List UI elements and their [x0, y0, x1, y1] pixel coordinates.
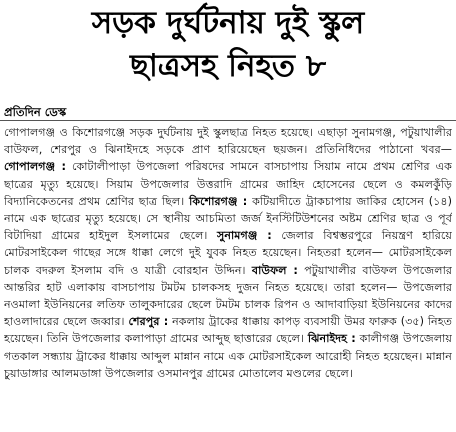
dateline-bauphal: বাউফল :: [251, 263, 298, 277]
intro-text: গোপালগঞ্জ ও কিশোরগঞ্জে সড়ক দুর্ঘটনায় দুই স্কুলছাত্র নিহত হয়েছে। এছাড়া সুনামগঞ্জ, পটুয়াখালীর বাউফল, শেরপুর ও ঝিনাইদহে সড়কে প্রাণ হারিয়েছেন ছয়জন। প্রতিনিধিদের পাঠানো খবর—: [4, 126, 452, 157]
headline: [0, 2, 456, 88]
article-body: [4, 124, 452, 430]
gopalganj-text: কোটালীপাড়া উপজেলা পরিষদের সামনে বাসচাপায় সিয়াম নামে প্রথম শ্রেণির এক ছাত্রের মৃত্যু হয়েছে। সিয়াম উপজেলার উত্তরাদি গ্রামের জাহিদ হোসেনের ছেলে ও কমলকুঁড়ি বিদ্যানিকেতনের প্রথম শ্রেণির ছাত্র ছিল।: [4, 160, 452, 208]
headline-line-1: সড়ক দুর্ঘটনায় দুই স্কুল: [91, 5, 365, 41]
dateline-gopalganj: গোপালগঞ্জ :: [4, 160, 66, 174]
dateline-sunamganj: সুনামগঞ্জ :: [216, 229, 272, 243]
dateline-kishoreganj: কিশোরগঞ্জ :: [189, 194, 248, 208]
byline: প্রতিদিন ডেস্ক: [4, 105, 67, 119]
sherpur-text: নকলায় ট্রাকের ধাক্কায় কাপড় ব্যবসায়ী উমর ফারুক (৩৫) নিহত হয়েছেন। তিনি উপজেলার কলাপাড়া গ্রামের আব্দুছ ছাত্তারের ছেলে।: [4, 315, 452, 346]
dateline-sherpur: শেরপুর :: [128, 315, 169, 329]
headline-line-2: ছাত্রসহ নিহত ৮: [130, 48, 326, 84]
kishoreganj-text: কটিয়াদীতে ট্রাকচাপায় জাকির হোসেন (১৪) নামে এক ছাত্রের মৃত্যু হয়েছে। সে স্থানীয় আচমিতা জর্জ ইনস্টিটিউশনের অষ্টম শ্রেণির ছাত্র ও পূর্ব বিটাদিয়া গ্রামের হাইদুল ইসলামের ছেলে।: [4, 194, 452, 243]
sunamganj-text: জেলার বিশ্বম্ভরপুরে নিয়ন্ত্রণ হারিয়ে মোটরসাইকেল গাছের সঙ্গে ধাক্কা লেগে দুই যুবক নিহত হয়েছেন। নিহতরা হলেন— মোটরসাইকেল চালক বদরুল ইসলাম বদি ও যাত্রী বোরহান উদ্দিন।: [4, 229, 452, 277]
byline-divider: [0, 120, 456, 121]
bauphal-text: পটুয়াখালীর বাউফল উপজেলার আন্তরির হাট এলাকায় বাসচাপায় টমটম চালকসহ দুজন নিহত হয়েছে। তারা হলেন— উপজেলার নওমালা ইউনিয়নের লতিফ তালুকদারের ছেলে টমটম চালক রিপন ও আদাবাড়িয়া ইউনিয়নের কাদের হাওলাদারের ছেলে জব্বার।: [4, 263, 452, 329]
jhenaidah-text: কালীগঞ্জ উপজেলায় গতকাল সন্ধ্যায় ট্রাকের ধাক্কায় আব্দুল মান্নান নামে এক মোটরসাইকেল আরোহী নিহত হয়েছেন। মান্নান চুয়াডাঙ্গার আলমডাঙ্গা উপজেলার ওসমানপুর গ্রামের মোতালেব মণ্ডলের ছেলে।: [4, 332, 452, 380]
dateline-jhenaidah: ঝিনাইদহ :: [307, 332, 356, 346]
